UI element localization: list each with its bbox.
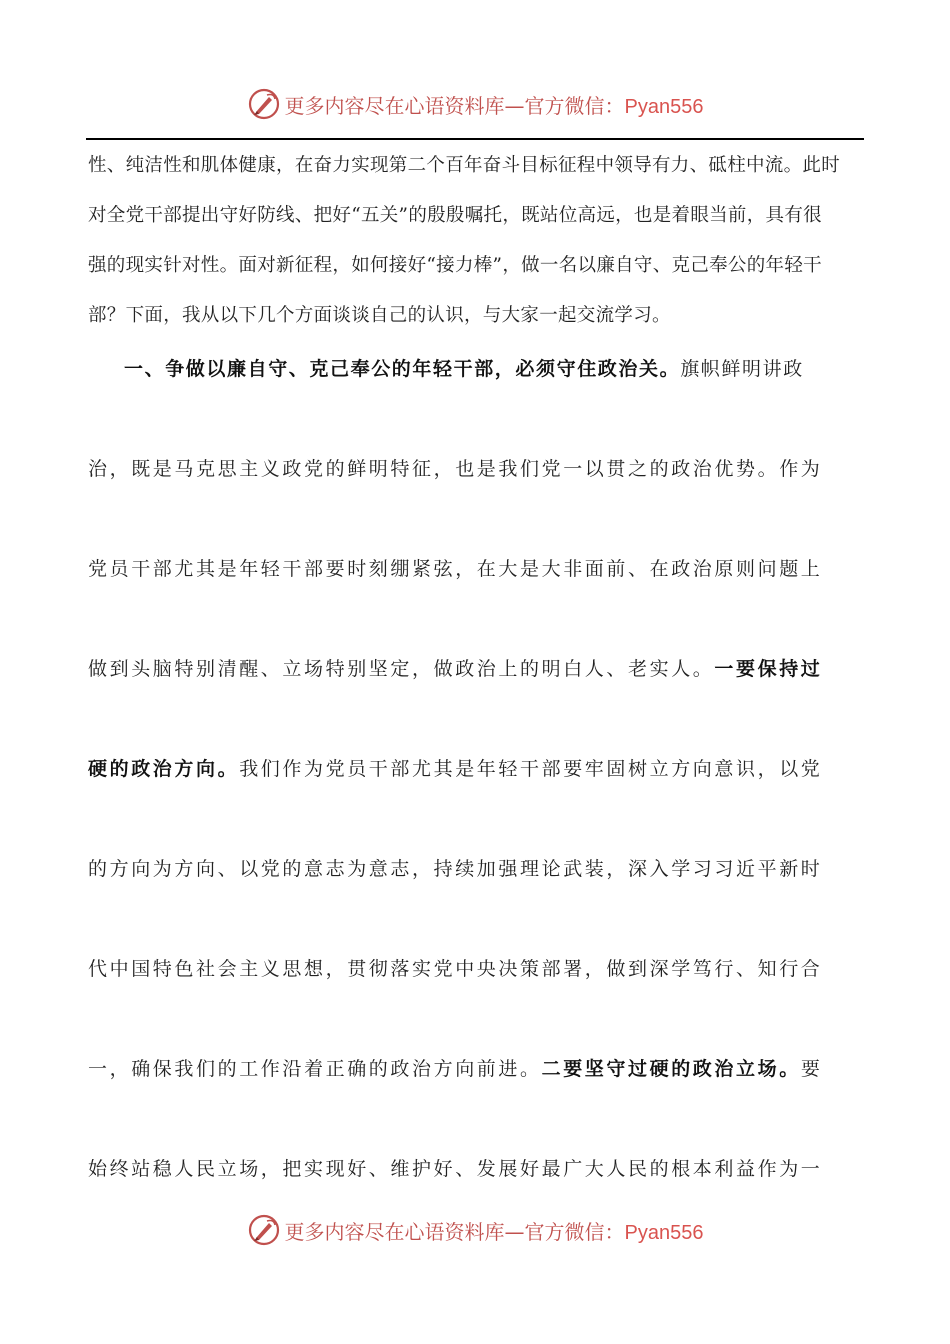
text-line (88, 744, 864, 844)
text-line: 代中国特色社会主义思想，贯彻落实党中央决策部署，做到深学笃行、知行合 (88, 958, 823, 980)
footer-banner-separator: — (504, 1219, 525, 1244)
header-banner (0, 82, 950, 126)
text-line: 部？下面，我从以下几个方面谈谈自己的认识，与大家一起交流学习。 (88, 305, 671, 326)
text-run: 一，确保我们的工作沿着正确的政治方向前进。 (88, 1058, 542, 1080)
footer-banner-text (285, 1216, 704, 1245)
header-banner-separator: — (504, 93, 525, 118)
text-line: 党员干部尤其是年轻干部要时刻绷紧弦，在大是大非面前、在政治原则问题上 (88, 558, 823, 580)
text-run: 旗帜鲜明讲政 (680, 358, 804, 380)
bold-point-1: 一要保持过 (714, 658, 823, 680)
text-run: 做到头脑特别清醒、立场特别坚定，做政治上的明白人、老实人。 (88, 658, 715, 680)
paragraph-2 (88, 344, 864, 1244)
header-divider (86, 138, 864, 140)
text-line (88, 344, 864, 444)
footer-wechat-label: 官方微信： (524, 1219, 625, 1244)
text-line: 对全党干部提出守好防线、把好“五关”的殷殷嘱托，既站位高远，也是着眼当前，具有很 (88, 205, 822, 226)
footer-banner-title: 更多内容尽在心语资料库 (284, 1219, 505, 1244)
text-line: 的方向为方向、以党的意志为意志，持续加强理论武装，深入学习习近平新时 (88, 858, 823, 880)
header-wechat-label: 官方微信： (524, 93, 625, 118)
footer-banner (0, 1208, 950, 1252)
text-line: 强的现实针对性。面对新征程，如何接好“接力棒”，做一名以廉自守、克己奉公的年轻干 (88, 255, 822, 276)
paragraph-1 (88, 141, 864, 341)
text-line (88, 1044, 864, 1144)
text-run: 我们作为党员干部尤其是年轻干部要牢固树立方向意识，以党 (239, 758, 823, 780)
pen-logo-icon (247, 1213, 281, 1247)
header-wechat-id: Pyan556 (624, 95, 704, 118)
header-banner-title: 更多内容尽在心语资料库 (284, 93, 505, 118)
bold-point-2: 二要坚守过硬的政治立场。 (541, 1058, 801, 1080)
text-line: 治，既是马克思主义政党的鲜明特征，也是我们党一以贯之的政治优势。作为 (88, 458, 823, 480)
text-line: 始终站稳人民立场，把实现好、维护好、发展好最广大人民的根本利益作为一 (88, 1158, 823, 1180)
footer-wechat-id: Pyan556 (624, 1221, 704, 1244)
text-line (88, 644, 864, 744)
text-run: 要 (800, 1058, 823, 1080)
section-heading: 一、争做以廉自守、克己奉公的年轻干部，必须守住政治关。 (124, 358, 681, 380)
header-banner-text (285, 90, 704, 119)
text-line: 性、纯洁性和肌体健康，在奋力实现第二个百年奋斗目标征程中领导有力、砥柱中流。此时 (88, 155, 841, 176)
bold-point-1-cont: 硬的政治方向。 (88, 758, 240, 780)
pen-logo-icon (247, 87, 281, 121)
